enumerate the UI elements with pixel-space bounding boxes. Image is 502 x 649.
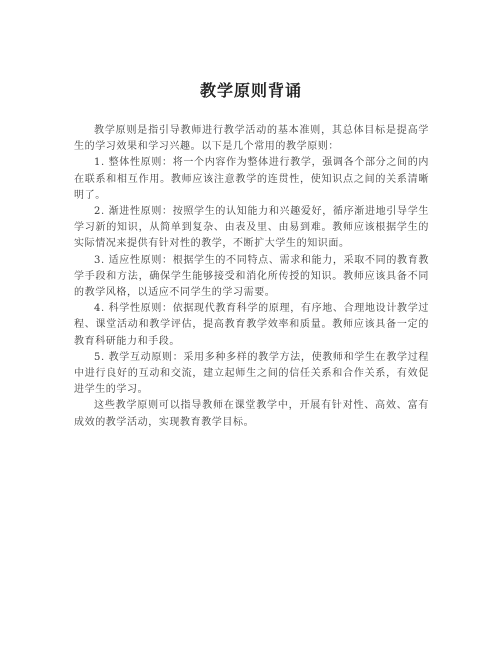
principle-progressive-paragraph: 2. 渐进性原则：按照学生的认知能力和兴趣爱好，循序渐进地引导学生学习新的知识，从简单到复杂、由表及里、由易到难。教师应该根据学生的实际情况来提供有针对性的教学，不断扩大学生的知识面。 [74, 206, 429, 250]
intro-paragraph: 教学原则是指引导教师进行教学活动的基本准则，其总体目标是提高学生的学习效果和学习兴趣。以下是几个常用的教学原则： [74, 125, 429, 153]
document-body [74, 123, 429, 431]
page-title: 教学原则背诵 [199, 81, 302, 100]
principle-scientific-paragraph: 4. 科学性原则：依据现代教育科学的原理，有序地、合理地设计教学过程、课堂活动和教学评估，提高教育教学效率和质量。教师应该具备一定的教育科研能力和手段。 [74, 303, 429, 347]
conclusion-paragraph: 这些教学原则可以指导教师在课堂教学中，开展有针对性、高效、富有成效的教学活动，实现教育教学目标。 [74, 400, 429, 428]
principle-interactive-paragraph: 5. 教学互动原则：采用多种多样的教学方法，使教师和学生在教学过程中进行良好的互动和交流，建立起师生之间的信任关系和合作关系，有效促进学生的学习。 [74, 351, 429, 396]
principle-holistic-paragraph: 1. 整体性原则：将一个内容作为整体进行教学，强调各个部分之间的内在联系和相互作用。教师应该注意教学的连贯性，使知识点之间的关系清晰明了。 [74, 157, 429, 201]
principle-adaptive-paragraph: 3. 适应性原则：根据学生的不同特点、需求和能力，采取不同的教育教学手段和方法，确保学生能够接受和消化所传授的知识。教师应该具备不同的教学风格，以适应不同学生的学习需要。 [74, 254, 429, 299]
